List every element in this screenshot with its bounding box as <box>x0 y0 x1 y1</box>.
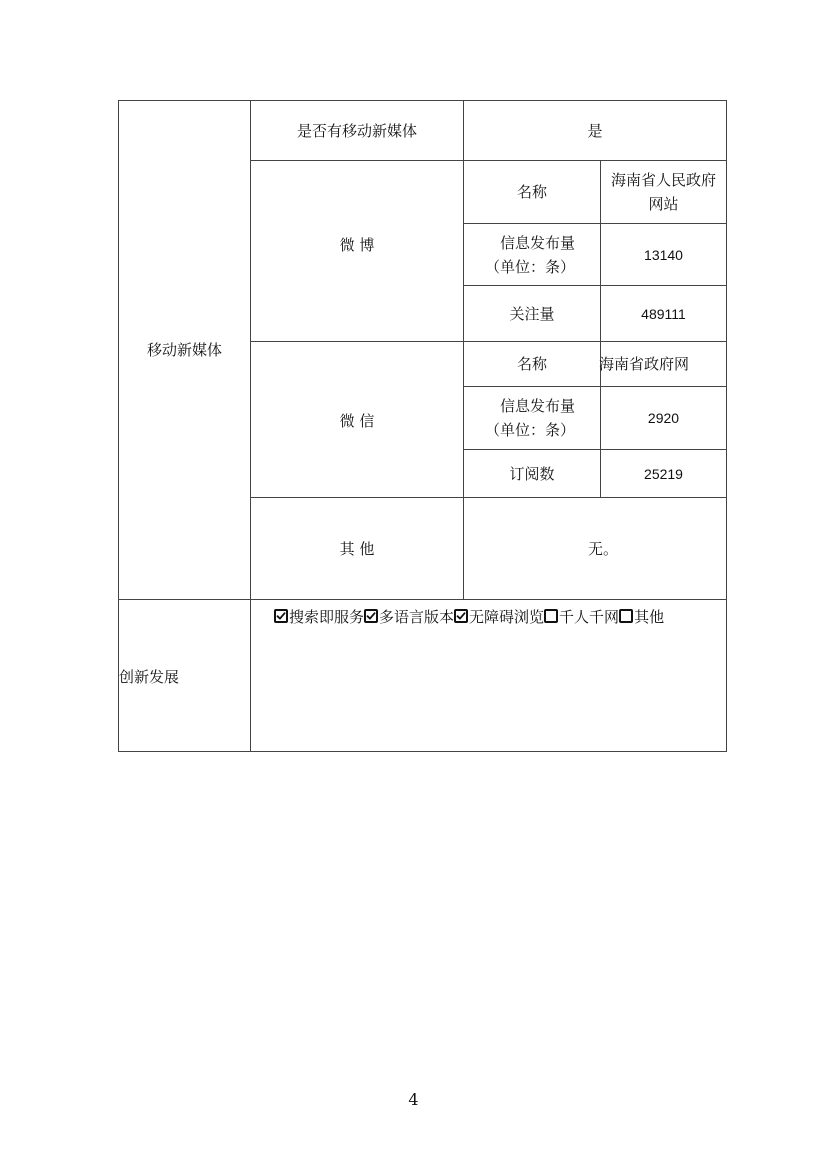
innovation-section-label <box>119 600 250 751</box>
option-label: 千人千网 <box>559 607 620 626</box>
weibo-name-label <box>464 161 600 223</box>
section-label-text: 移动新媒体 <box>146 341 222 359</box>
cell-text: 25219 <box>644 465 683 482</box>
cell-text: 海南省政府网 <box>599 355 690 373</box>
wechat-name-label <box>464 342 600 386</box>
wechat-subscribers-value <box>601 450 726 497</box>
wechat-posts-label <box>464 387 600 449</box>
option-accessibility[interactable] <box>454 606 544 627</box>
page-number: 4 <box>408 1090 419 1109</box>
option-search-as-service[interactable] <box>274 606 364 627</box>
checkbox-checked-icon[interactable] <box>454 609 468 623</box>
option-label: 多语言版本 <box>379 607 455 626</box>
cell-text: 13140 <box>644 246 683 263</box>
has-mobile-media-label <box>251 101 463 160</box>
cell-text: （单位：条） <box>484 257 575 276</box>
cell-text: 是否有移动新媒体 <box>296 121 417 140</box>
wechat-subscribers-label <box>464 450 600 497</box>
option-label: 无障碍浏览 <box>469 607 545 626</box>
checkbox-checked-icon[interactable] <box>274 609 288 623</box>
has-mobile-media-value <box>464 101 726 160</box>
table-border-bottom <box>118 751 727 752</box>
other-label <box>251 498 463 599</box>
option-label: 其他 <box>634 607 665 626</box>
cell-text: 订阅数 <box>509 464 555 483</box>
cell-text: 2920 <box>647 410 680 426</box>
weibo-posts-label <box>464 224 600 285</box>
option-label: 搜索即服务 <box>289 607 365 626</box>
cell-text: 名称 <box>516 355 547 373</box>
mobile-media-section-label <box>119 101 250 599</box>
innovation-options <box>274 605 726 627</box>
option-multilingual[interactable] <box>364 606 454 627</box>
cell-text: 无。 <box>587 539 618 558</box>
weibo-followers-value <box>601 286 726 341</box>
cell-text: 其 他 <box>339 539 375 558</box>
wechat-label <box>251 342 463 497</box>
checkbox-empty-icon[interactable] <box>619 609 633 623</box>
cell-text: （单位：条） <box>484 421 575 439</box>
checkbox-checked-icon[interactable] <box>364 609 378 623</box>
weibo-name-value <box>601 161 726 223</box>
cell-text: 微 博 <box>339 236 375 254</box>
wechat-posts-value <box>601 387 726 449</box>
cell-text: 微 信 <box>339 411 375 430</box>
weibo-label <box>251 161 463 341</box>
cell-text: 网站 <box>648 195 679 213</box>
cell-text: 信息发布量 <box>499 233 575 252</box>
section-label-text: 创新发展 <box>119 667 180 686</box>
weibo-posts-value <box>601 224 726 285</box>
other-value <box>464 498 726 599</box>
cell-text: 是 <box>587 121 603 140</box>
option-other[interactable] <box>619 606 664 627</box>
cell-text: 489111 <box>641 305 686 322</box>
cell-text: 名称 <box>516 183 547 201</box>
option-personalized[interactable] <box>544 606 619 627</box>
wechat-name-value <box>601 342 726 386</box>
weibo-followers-label <box>464 286 600 341</box>
cell-text: 信息发布量 <box>499 397 575 415</box>
table-border-right <box>726 100 727 752</box>
cell-text: 关注量 <box>509 304 555 323</box>
cell-text: 海南省人民政府 <box>610 171 716 189</box>
checkbox-empty-icon[interactable] <box>544 609 558 623</box>
